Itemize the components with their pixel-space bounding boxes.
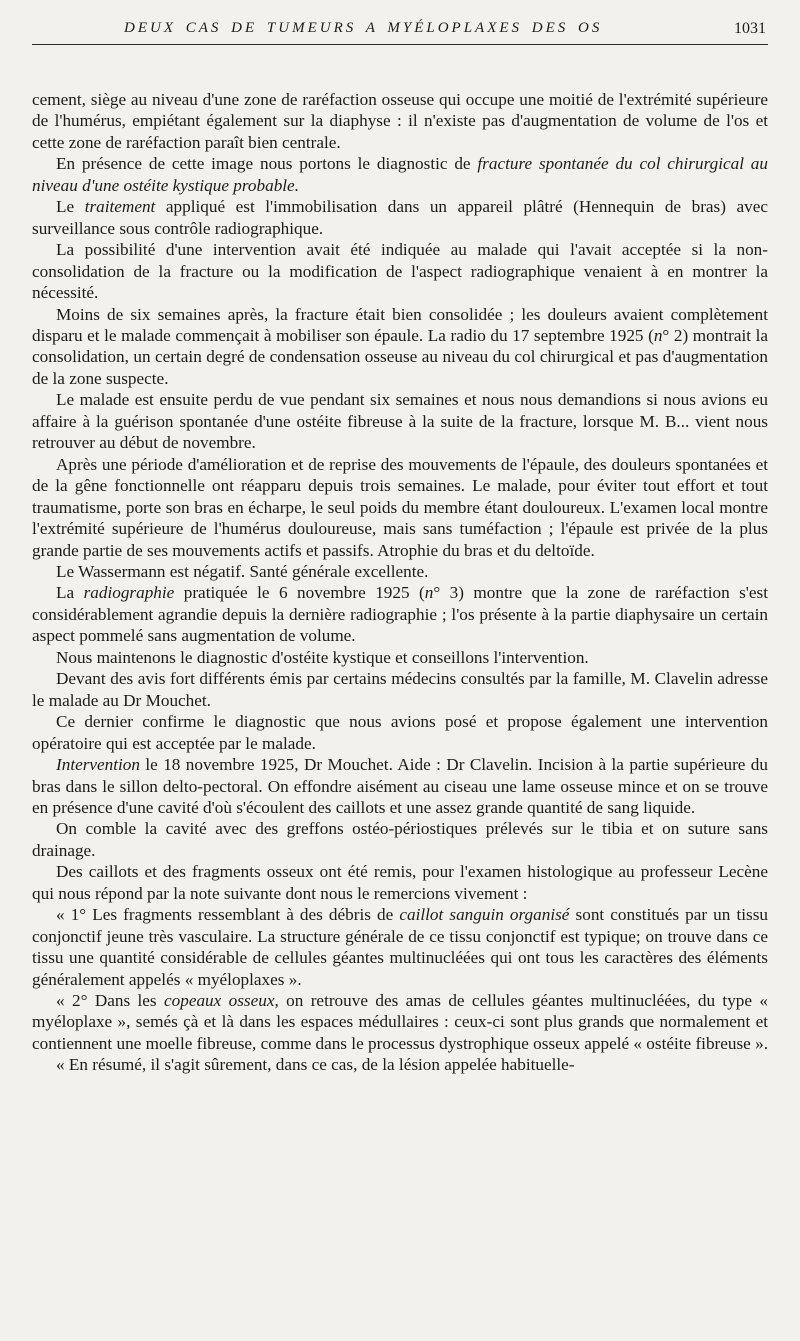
text-run: pratiquée le 6 novembre 1925 ( (174, 583, 425, 603)
italic-text: fracture spontanée du col chirurgical au niveau d'une ostéite kystique probable. (32, 154, 768, 195)
paragraph (32, 389, 768, 453)
paragraph (32, 196, 768, 239)
text-run: « En résumé, il s'agit sûrement, dans ce cas, de la lésion appelée habituelle- (56, 1055, 575, 1075)
text-run: Le malade est ensuite perdu de vue pendant six semaines et nous nous demandions si nous avions eu affaire à la guérison spontanée d'une ostéite fibreuse à la suite de la fracture, lorsque M. B... vient nous retrouver au début de novembre. (32, 390, 768, 453)
paragraph (32, 561, 768, 582)
text-run: En présence de cette image nous portons le diagnostic de (56, 154, 478, 174)
text-run: appliqué est l'immobilisation dans un appareil plâtré (Hennequin de bras) avec surveillance sous contrôle radiographique. (32, 197, 768, 238)
running-header (32, 20, 768, 45)
paragraph (32, 818, 768, 861)
text-run: Le (56, 197, 85, 217)
text-run: Des caillots et des fragments osseux ont été remis, pour l'examen histologique au professeur Lecène qui nous répond par la note suivante dont nous le remercions vivement : (32, 862, 768, 903)
text-run: Moins de six semaines après, la fracture était bien consolidée ; les douleurs avaient complètement disparu et le malade commençait à mobiliser son épaule. La radio du 17 septembre 1925 ( (32, 304, 768, 345)
text-run: Après une période d'amélioration et de reprise des mouvements de l'épaule, des douleurs spontanées et de la gêne fonctionnelle ont réapparu depuis trois semaines. Le malade, pour éviter tout effort et tout traumatisme, porte son bras en écharpe, le seul poids du membre étant douloureux. L'examen local montre l'extrémité supérieure de l'humérus douloureuse, mais sans tuméfaction ; l'épaule est privée de la plus grande partie de ses mouvements actifs et passifs. Atrophie du bras et du deltoïde. (32, 454, 768, 560)
paragraph (32, 1054, 768, 1075)
text-run: sont constitués par un tissu conjonctif jeune très vasculaire. La structure générale de ce tissu conjonctif est typique; on trouve dans ce tissu une quantité considérable de cellules géantes multinucléées qui ont tous les caractères des éléments généralement appelés « myéloplaxes ». (32, 905, 768, 989)
italic-text: radiographie (83, 583, 175, 603)
paragraph (32, 582, 768, 646)
text-run: le 18 novembre 1925, Dr Mouchet. Aide : Dr Clavelin. Incision à la partie supérieure du bras dans le sillon delto-pectoral. On effondre aisément au ciseau une lame osseuse mince et on se trouve en présence d'une cavité d'où s'écoulent des caillots et une assez grande quantité de sang liquide. (32, 755, 768, 817)
italic-text: traitement (84, 197, 156, 217)
text-run: Le Wassermann est négatif. Santé générale excellente. (56, 561, 429, 581)
italic-text: Intervention (56, 755, 140, 775)
page-number: 1031 (734, 20, 766, 37)
paragraph (32, 904, 768, 990)
body-text (32, 89, 768, 1076)
text-run: , on retrouve des amas de cellules géantes multinucléées, du type « myéloplaxe », semés çà et là dans les espaces médullaires : ceux-ci sont plus grands que normalement et contiennent une moelle fibreuse, comme dans le processus dystrophique osseux appelé « ostéite fibreuse ». (32, 991, 768, 1053)
paragraph (32, 861, 768, 904)
text-run: Nous maintenons le diagnostic d'ostéite kystique et conseillons l'intervention. (56, 647, 589, 667)
paragraph (32, 239, 768, 303)
text-run: ° 3) montre que la zone de raréfaction s'est considérablement agrandie depuis la dernière radiographie ; l'os présente à la partie diaphysaire un certain aspect pommelé sans augmentation de volume. (32, 583, 768, 646)
text-run: On comble la cavité avec des greffons ostéo-périostiques prélevés sur le tibia et on suture sans drainage. (32, 819, 768, 860)
text-run: ° 2) montrait la consolidation, un certain degré de condensation osseuse au niveau du col chirurgical et pas d'augmentation de la zone suspecte. (32, 325, 768, 388)
paragraph (32, 668, 768, 711)
text-run: « 1° Les fragments ressemblant à des débris de (56, 905, 400, 925)
italic-text: caillot sanguin organisé (399, 905, 570, 925)
italic-text: n (424, 583, 434, 603)
paragraph (32, 647, 768, 668)
text-run: La (56, 583, 84, 603)
text-run: La possibilité d'une intervention avait été indiquée au malade qui l'avait acceptée si la non-consolidation de la fracture ou la modification de l'aspect radiographique venaient à en montrer la nécessité. (32, 240, 768, 303)
italic-text: copeaux osseux (164, 991, 275, 1011)
running-title: DEUX CAS DE TUMEURS A MYÉLOPLAXES DES OS (124, 20, 603, 36)
text-run: cement, siège au niveau d'une zone de raréfaction osseuse qui occupe une moitié de l'extrémité supérieure de l'humérus, empiétant également sur la diaphyse : il n'existe pas d'augmentation de volume de l'os et cette zone de raréfaction paraît bien centrale. (32, 90, 768, 152)
paragraph (32, 711, 768, 754)
italic-text: n (653, 325, 663, 345)
text-run: Devant des avis fort différents émis par certains médecins consultés par la famille, M. Clavelin adresse le malade au Dr Mouchet. (32, 669, 768, 710)
paragraph (32, 89, 768, 153)
paragraph (32, 990, 768, 1054)
paragraph (32, 454, 768, 561)
text-run: « 2° Dans les (56, 991, 164, 1011)
paragraph (32, 153, 768, 196)
text-run: Ce dernier confirme le diagnostic que nous avions posé et propose également une intervention opératoire qui est acceptée par le malade. (32, 712, 768, 753)
paragraph (32, 304, 768, 390)
paragraph (32, 754, 768, 818)
